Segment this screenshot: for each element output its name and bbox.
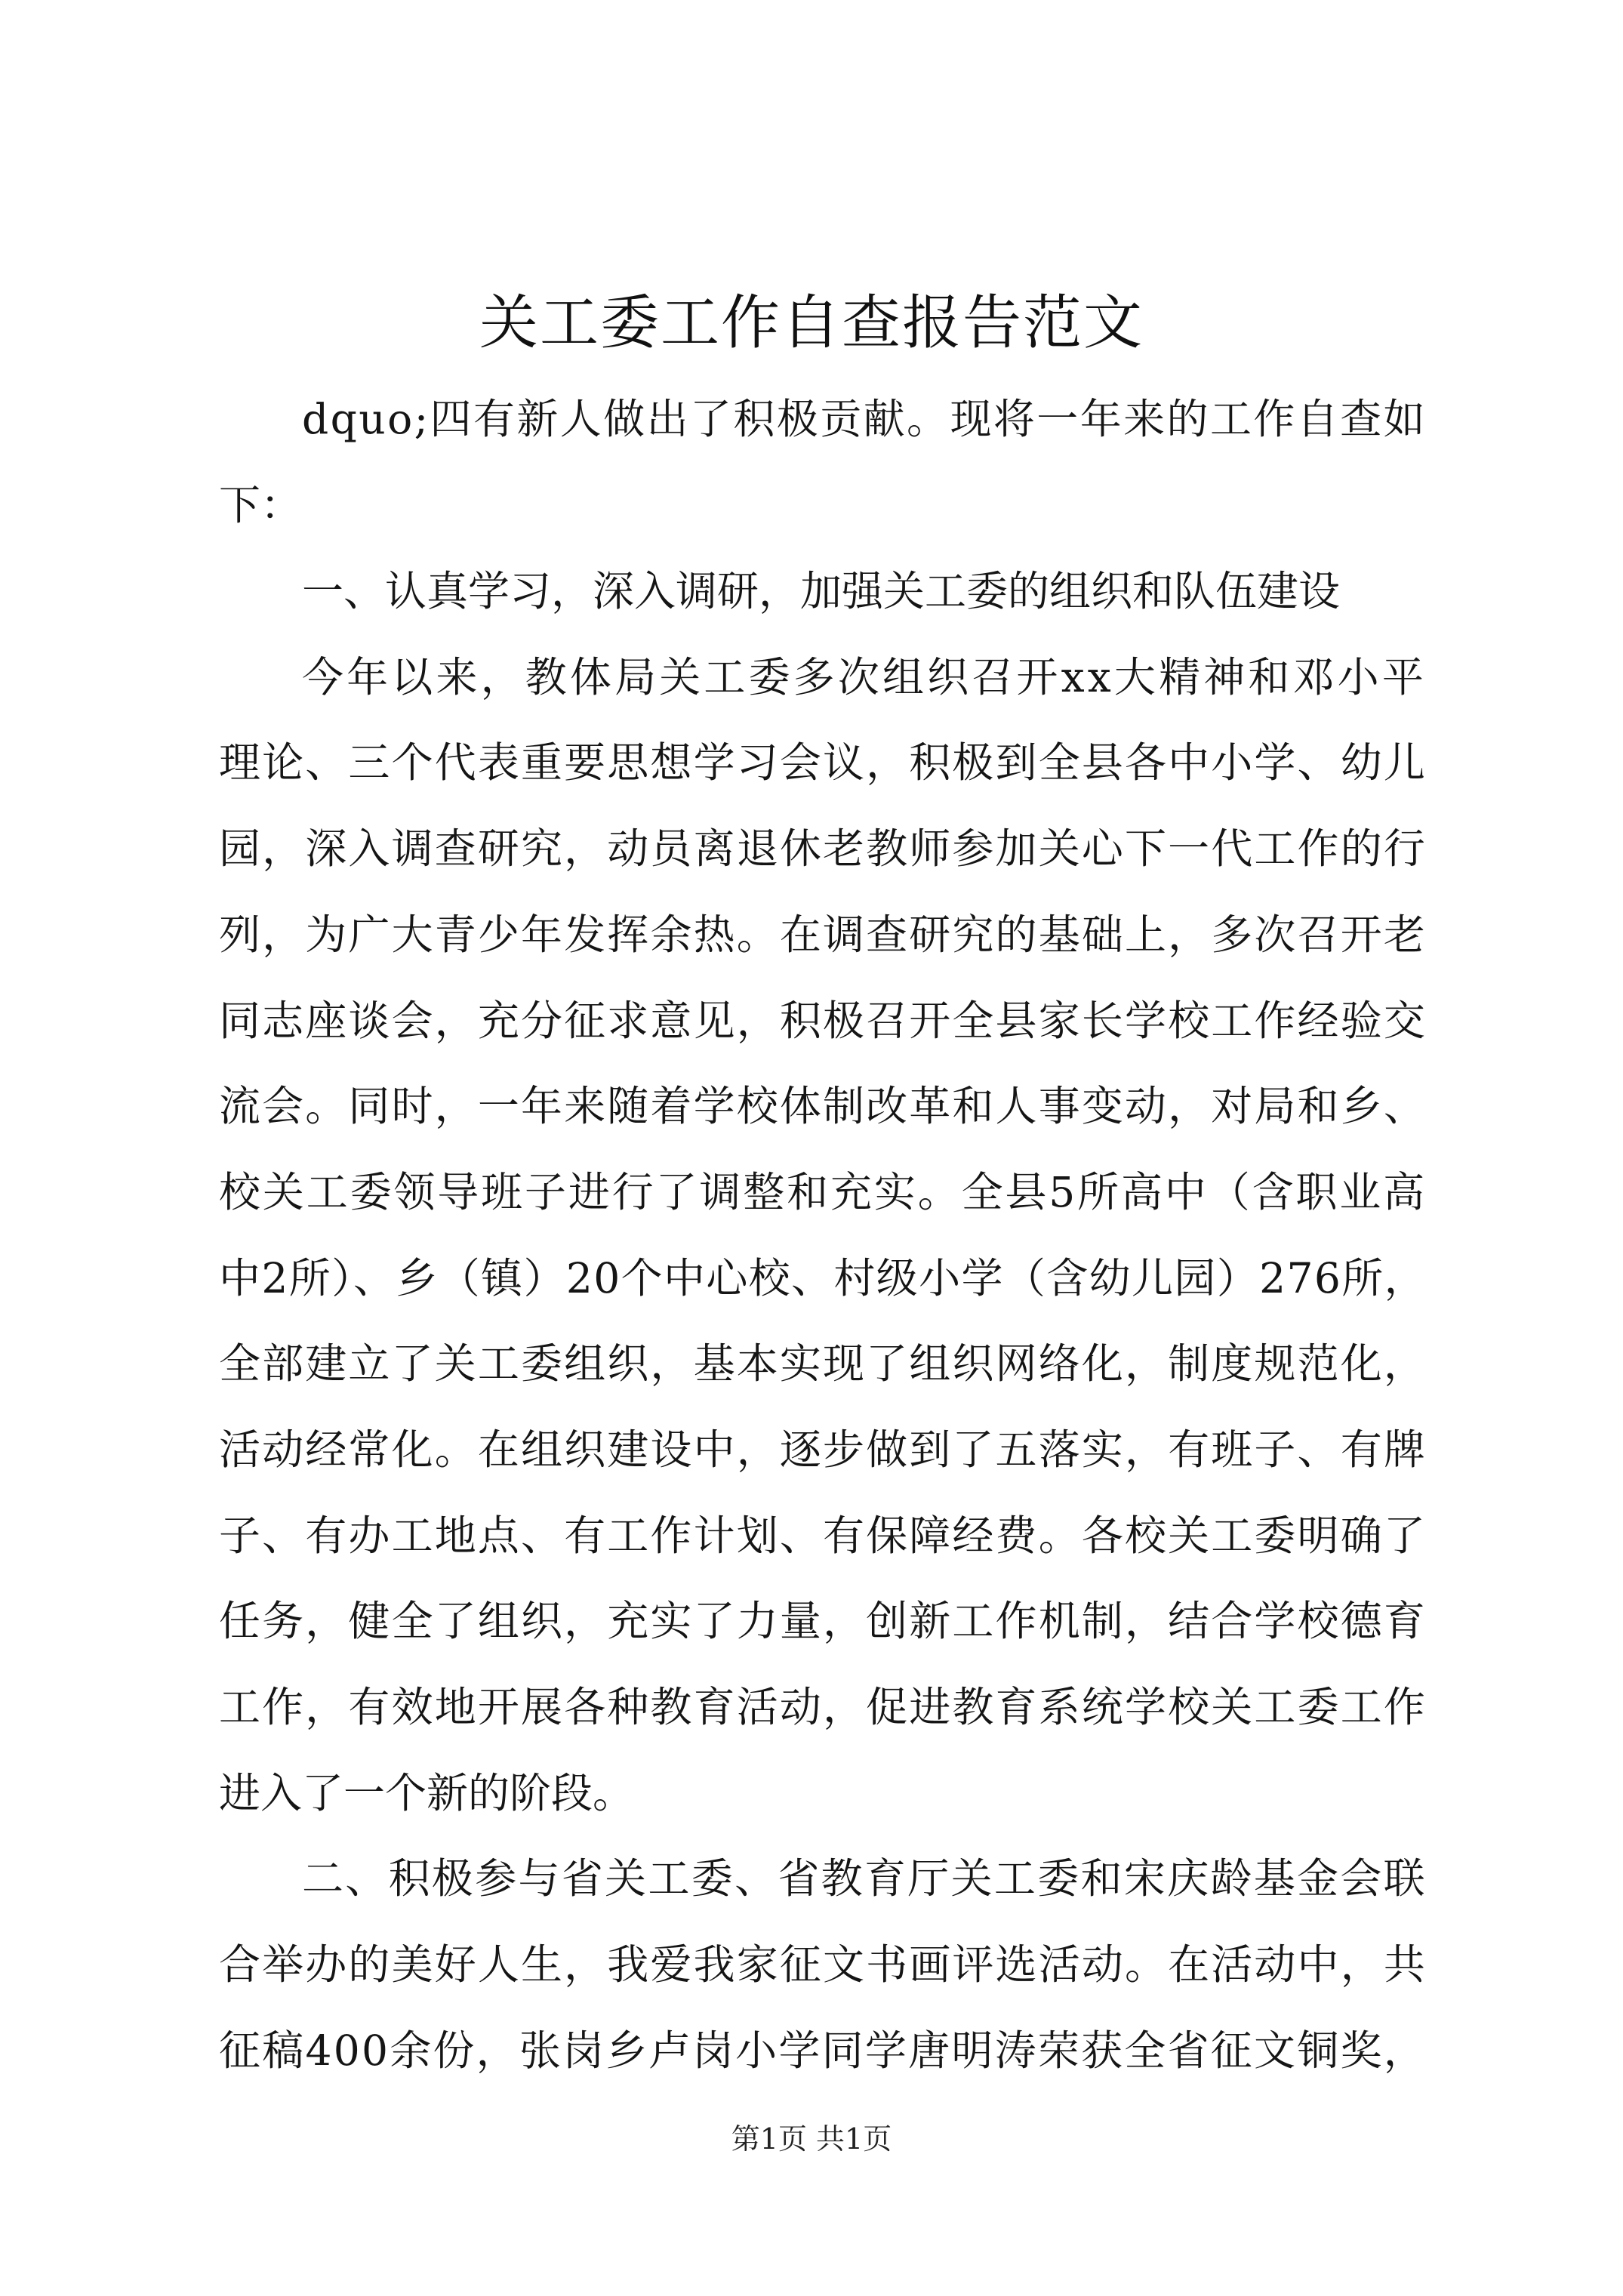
- paragraph-line: 下：: [219, 481, 303, 529]
- paragraph-line: 合举办的美好人生，我爱我家征文书画评选活动。在活动中，共: [219, 1940, 1427, 1989]
- paragraph-line: 列，为广大青少年发挥余热。在调查研究的基础上，多次召开老: [219, 911, 1427, 959]
- paragraph-line: 任务，健全了组织，充实了力量，创新工作机制，结合学校德育: [219, 1597, 1427, 1645]
- paragraph-line: 校关工委领导班子进行了调整和充实。全县5所高中（含职业高: [219, 1168, 1427, 1216]
- paragraph-line: dquo;四有新人做出了积极贡献。现将一年来的工作自查如: [302, 395, 1427, 443]
- page-footer: 第1页 共1页: [731, 2122, 892, 2156]
- paragraph-line: 今年以来，教体局关工委多次组织召开xx大精神和邓小平: [302, 653, 1427, 701]
- paragraph-line: 子、有办工地点、有工作计划、有保障经费。各校关工委明确了: [219, 1512, 1427, 1560]
- document-title: 关工委工作自查报告范文: [479, 289, 1144, 357]
- section-heading: 二、积极参与省关工委、省教育厅关工委和宋庆龄基金会联: [302, 1854, 1427, 1903]
- paragraph-line: 理论、三个代表重要思想学习会议，积极到全县各中小学、幼儿: [219, 738, 1427, 787]
- paragraph-line: 流会。同时，一年来随着学校体制改革和人事变动，对局和乡、: [219, 1082, 1427, 1130]
- paragraph-line: 全部建立了关工委组织，基本实现了组织网络化，制度规范化，: [219, 1339, 1427, 1388]
- section-heading: 一、认真学习，深入调研，加强关工委的组织和队伍建设: [302, 567, 1341, 615]
- paragraph-line: 征稿400余份，张岗乡卢岗小学同学唐明涛荣获全省征文铜奖，: [219, 2026, 1427, 2075]
- paragraph-line: 工作，有效地开展各种教育活动，促进教育系统学校关工委工作: [219, 1683, 1427, 1731]
- paragraph-line: 中2所）、乡（镇）20个中心校、村级小学（含幼儿园）276所，: [219, 1254, 1427, 1302]
- paragraph-line: 活动经常化。在组织建设中，逐步做到了五落实，有班子、有牌: [219, 1425, 1427, 1474]
- paragraph-line: 园，深入调查研究，动员离退休老教师参加关心下一代工作的行: [219, 824, 1427, 873]
- paragraph-line: 同志座谈会，充分征求意见，积极召开全县家长学校工作经验交: [219, 997, 1427, 1045]
- paragraph-line: 进入了一个新的阶段。: [219, 1769, 635, 1817]
